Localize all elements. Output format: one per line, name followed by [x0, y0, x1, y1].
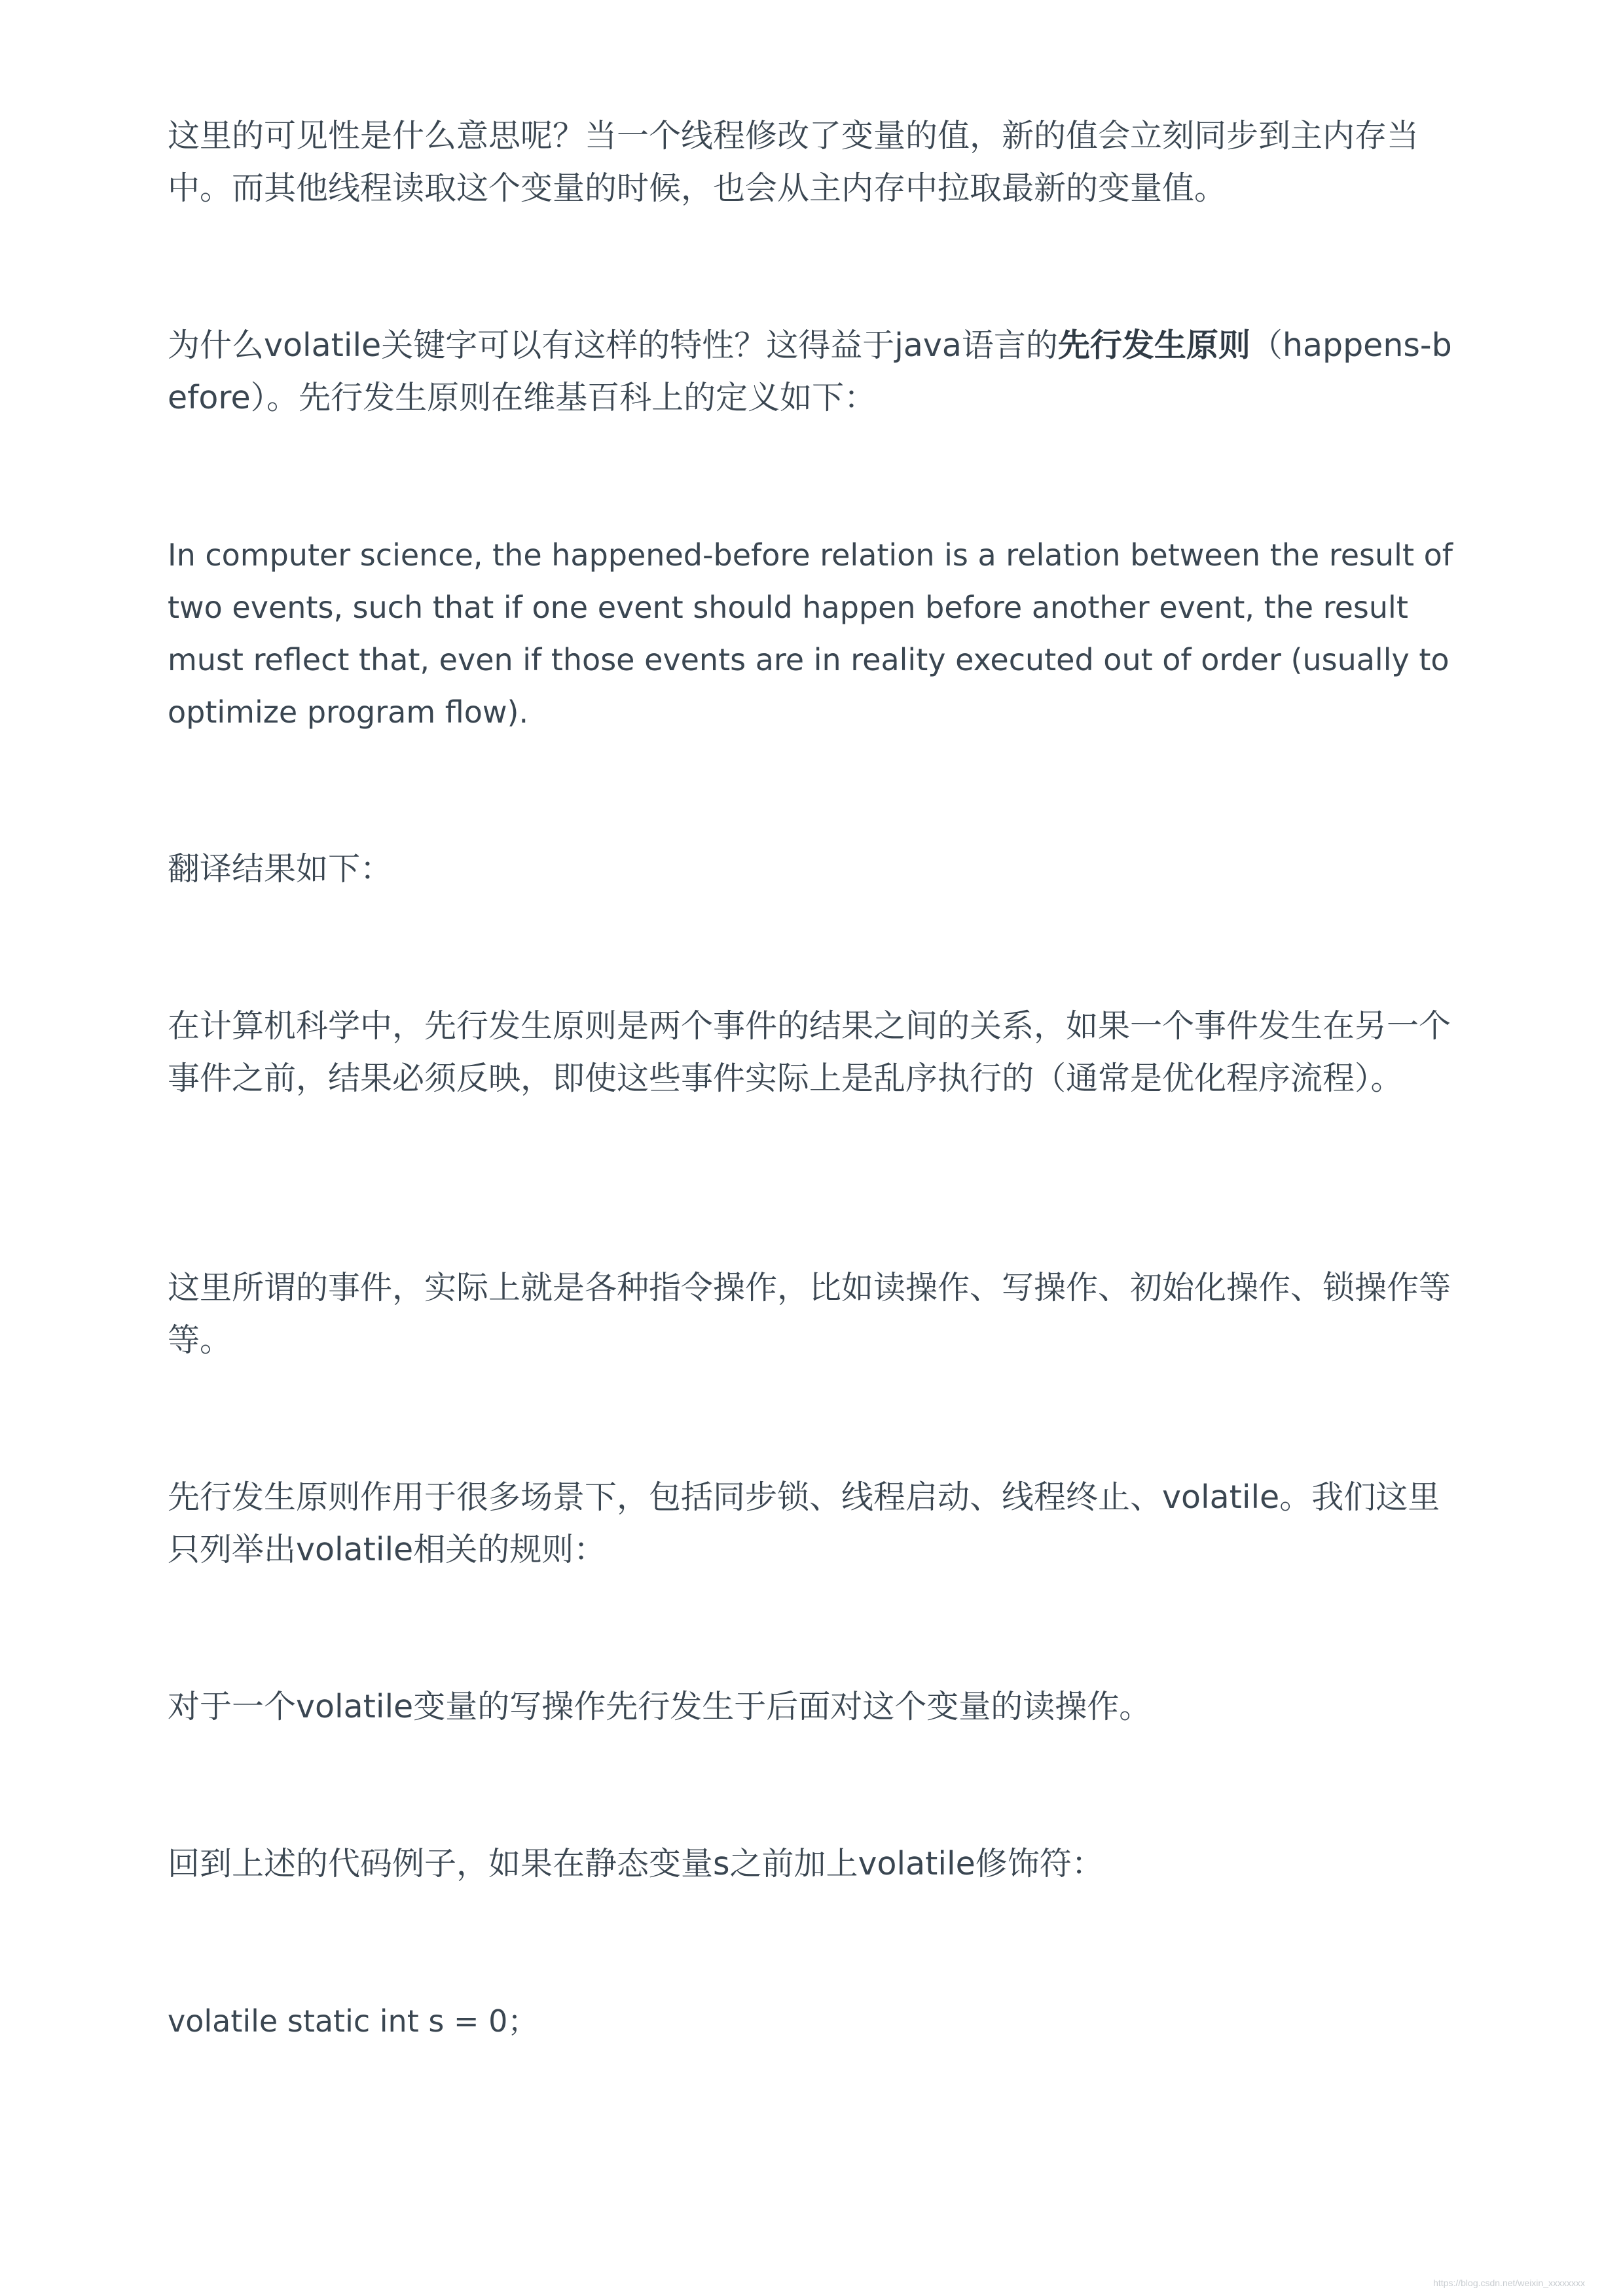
- paragraph-visibility-explanation: 这里的可见性是什么意思呢？当一个线程修改了变量的值，新的值会立刻同步到主内存当中。而其他线程读取这个变量的时候，也会从主内存中拉取最新的变量值。: [168, 117, 1419, 207]
- bold-term: 先行发生原则: [1057, 327, 1250, 364]
- paragraph-code-line: volatile static int s = 0；: [168, 2003, 538, 2039]
- paragraph-wikipedia-quote: In computer science, the happened-before relation is a relation between the result of two events, such that if one event should happen before another event, the result must reflect that, even if those events are in reality executed out of order (usually to optimize program flow).: [168, 537, 1453, 730]
- paragraph-scenarios: 先行发生原则作用于很多场景下，包括同步锁、线程启动、线程终止、volatile。我们这里只列举出volatile相关的规则：: [168, 1479, 1440, 1568]
- paragraph-code-example-intro: 回到上述的代码例子，如果在静态变量s之前加上volatile修饰符：: [168, 1845, 1104, 1882]
- paragraph-happens-before-intro: [168, 319, 1456, 424]
- paragraph-volatile-rule: 对于一个volatile变量的写操作先行发生于后面对这个变量的读操作。: [168, 1688, 1152, 1725]
- paragraph-events-meaning: 这里所谓的事件，实际上就是各种指令操作，比如读操作、写操作、初始化操作、锁操作等等。: [168, 1269, 1451, 1359]
- paragraph-translation: 在计算机科学中，先行发生原则是两个事件的结果之间的关系，如果一个事件发生在另一个事件之前，结果必须反映，即使这些事件实际上是乱序执行的（通常是优化程序流程）。: [168, 1007, 1451, 1097]
- paragraph-translation-heading: 翻译结果如下：: [168, 850, 393, 888]
- watermark-text: https://blog.csdn.net/weixin_xxxxxxxx: [1433, 2278, 1585, 2288]
- paragraph-text: 为什么volatile关键字可以有这样的特性？这得益于java语言的: [168, 327, 1058, 364]
- document-page: [168, 0, 1456, 2296]
- paragraph-text: （happens-before）。先行发生原则在维基百科上的定义如下：: [168, 327, 1452, 416]
